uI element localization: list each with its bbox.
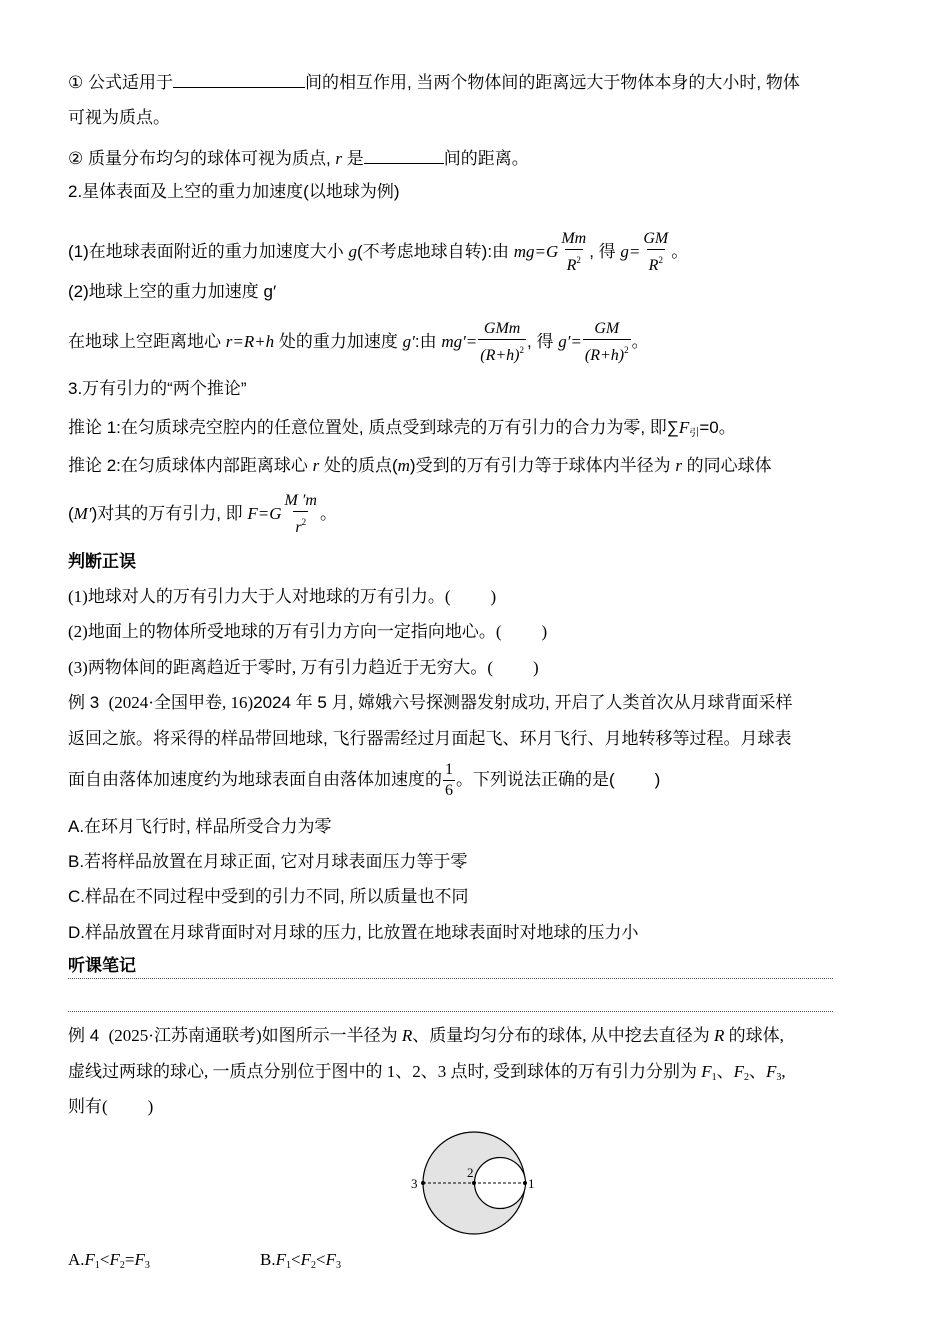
q1-text: (1)地球对人的万有引力大于人对地球的万有引力。( [68,587,451,606]
inf2b-text: )对其的万有引力, 即 [91,504,248,523]
sq: 2 [624,345,629,356]
q3-text: (3)两物体间的距离趋近于零时, 万有引力趋近于无穷大。( [68,658,493,677]
var-F: F [701,1062,712,1081]
var-F: F [300,1250,311,1269]
p1-end: 。 [671,242,689,261]
note-2-text-b: 是 [342,149,364,168]
example-4-line-1 [68,1024,784,1048]
example-4-line-2 [68,1060,786,1090]
example-4-option-a[interactable] [68,1248,150,1278]
frac1-num: Mm [561,230,587,248]
sphere-cavity-figure [408,1126,618,1271]
inference-1 [68,416,736,446]
label-1: 1 [528,1176,535,1191]
inference-2-cont [68,492,337,537]
section-2-p3 [68,320,649,365]
notes-line-1 [68,978,833,979]
op-lt: < [99,1250,110,1269]
label-3: 3 [411,1176,418,1191]
var-g-prime: g′ [402,332,415,351]
inf2-text-b: 处的质点( [319,456,398,475]
frac3-den: (R+h) [480,347,520,365]
var-F: F [733,1062,745,1081]
example-4-source: (2025·江苏南通联考) [108,1026,262,1045]
sq: 2 [519,345,525,356]
close-paren: ) [532,658,539,677]
example-3-line-1 [68,691,792,715]
judge-q3 [68,656,539,680]
example-4-text-a: 如图所示一半径为 [261,1026,402,1045]
frac5-num: M ′m [284,492,317,510]
sub-3: 3 [776,1072,782,1083]
sep: 、 [749,1062,767,1081]
example-4-question: 则有( [68,1097,108,1116]
sub-2: 2 [744,1072,750,1083]
sub-1: 1 [711,1072,717,1083]
var-F: F [109,1250,120,1269]
sq: 2 [576,255,581,266]
section-2-title: 2.星体表面及上空的重力加速度(以地球为例) [68,182,400,201]
inf1-end: =0。 [699,418,736,437]
p1-text-a: (1)在地球表面附近的重力加速度大小 [68,242,349,261]
op-lt: < [315,1250,326,1269]
sub-3: 3 [335,1260,341,1271]
eq-g: g= [620,242,641,261]
var-R: R [714,1026,725,1045]
sub-1: 1 [94,1260,100,1271]
close-paren: ) [490,587,497,606]
judge-q1 [68,585,496,609]
section-2-p2: (2)地球上空的重力加速度 g′ [68,282,277,301]
var-g: g [348,242,357,261]
frac1-den: R [566,257,577,275]
note-2-text-a: ② 质量分布均匀的球体可视为质点, [68,149,336,168]
inf1-text: 推论 1:在匀质球壳空腔内的任意位置处, 质点受到球壳的万有引力的合力为零, 即∑ [68,418,679,437]
close-paren: ) [654,770,661,789]
example-4-line-3 [68,1095,153,1119]
p3-text-b: 处的重力加速度 [274,332,403,351]
eq-mg: mg=G [513,242,559,261]
example-3-source: (2024·全国甲卷, 16) [108,693,254,712]
eq-g-prime: g′= [558,332,582,351]
example-3-line-3 [68,758,660,802]
example-3-option-b[interactable]: B.若将样品放置在月球正面, 它对月球表面压力等于零 [68,852,468,871]
fraction-GM-R2 [641,230,670,275]
close-paren: ) [147,1097,154,1116]
example-4-text-b: 、质量均匀分布的球体, 从中挖去直径为 [412,1026,715,1045]
note-2 [68,146,529,171]
inf2b-paren: ( [68,504,74,523]
fraction-Mm-r2 [283,492,319,537]
label-2: 2 [467,1165,474,1180]
frac4-den: (R+h) [584,347,625,365]
inf2b-end: 。 [319,504,337,523]
p3-get: , 得 [527,332,559,351]
example-4-text-d: 虚线过两球的球心, 一质点分别位于图中的 1、2、3 点时, 受到球体的万有引力分别为 [68,1062,702,1081]
point-1 [523,1181,527,1185]
example-4-option-b[interactable] [260,1248,341,1278]
frac2-den: R [648,257,659,275]
frac5-den: r [295,519,302,537]
section-3-title: 3.万有引力的“两个推论” [68,379,247,398]
blank-2 [364,146,444,164]
frac-den: 6 [445,782,453,800]
fraction-GM-Rh2 [583,320,631,365]
example-3-text-3: 面自由落体加速度约为地球表面自由落体加速度的 [68,770,442,789]
note-1-text-b: 间的相互作用, 当两个物体间的距离远大于物体本身的大小时, 物体 [304,73,800,92]
frac4-num: GM [594,320,620,338]
blank-1 [173,70,305,88]
eq-F: F=G [247,504,282,523]
var-r: r [312,456,320,475]
example-3-label: 例 3 [68,693,100,712]
note-1 [68,70,800,95]
example-3-question: 。下列说法正确的是( [456,770,615,789]
p1-get: , 得 [589,242,621,261]
point-3 [421,1181,425,1185]
var-F: F [134,1250,145,1269]
p3-end: 。 [631,332,649,351]
sep: 、 [716,1062,734,1081]
inf2-text-d: 的同心球体 [681,456,772,475]
p3-colon: :由 [414,332,442,351]
frac3-num: GMm [483,320,521,338]
fraction-GMm-Rh2 [478,320,526,365]
q2-text: (2)地面上的物体所受地球的万有引力方向一定指向地心。( [68,622,502,641]
note-1-cont: 可视为质点。 [68,108,170,127]
note-2-text-c: 间的距离。 [443,149,529,168]
example-4-label: 例 4 [68,1026,100,1045]
example-3-line-2: 返回之旅。将采得的样品带回地球, 飞行器需经过月面起飞、环月飞行、月地转移等过程。月球表 [68,729,792,748]
fraction-Mm-R2 [559,230,588,275]
sphere-diagram [408,1126,618,1266]
var-r: r [335,149,343,168]
var-F: F [84,1250,95,1269]
sq: 2 [658,255,663,266]
var-F: F [325,1250,336,1269]
comma: , [781,1062,786,1081]
fraction-1-6 [443,761,455,800]
var-F: F [678,418,690,437]
inf2-text-c: )受到的万有引力等于球体内半径为 [409,456,676,475]
var-F: F [275,1250,286,1269]
close-paren: ) [541,622,548,641]
var-R: R [401,1026,413,1045]
point-2 [472,1181,476,1185]
var-F: F [766,1062,777,1081]
inf2-text-a: 推论 2:在匀质球体内部距离球心 [68,456,313,475]
sub-2: 2 [119,1260,125,1271]
eq-r: r=R+h [225,332,275,351]
var-M-prime: M′ [73,504,92,523]
eq-mg-prime: mg′= [441,332,478,351]
example-3-text-1: 2024 年 5 月, 嫦娥六号探测器发射成功, 开启了人类首次从月球背面采样 [253,693,793,712]
sub-2: 2 [310,1260,316,1271]
notes-title: 听课笔记 [68,956,136,975]
note-1-text-a: ① 公式适用于 [68,73,173,92]
op-lt: < [290,1250,301,1269]
p3-text-a: 在地球上空距离地心 [68,332,226,351]
example-3-option-d[interactable]: D.样品放置在月球背面时对月球的压力, 比放置在地球表面时对地球的压力小 [68,923,639,942]
var-r: r [675,456,682,475]
p1-text-b: (不考虑地球自转):由 [357,242,514,261]
notes-line-2 [68,1011,833,1012]
inference-2 [68,454,772,478]
option-a-label: A. [68,1250,85,1269]
op-eq: = [124,1250,135,1269]
judge-title: 判断正误 [68,552,136,571]
example-3-option-c[interactable]: C.样品在不同过程中受到的引力不同, 所以质量也不同 [68,887,469,906]
example-3-option-a[interactable]: A.在环月飞行时, 样品所受合力为零 [68,817,332,836]
sub-3: 3 [144,1260,150,1271]
judge-q2 [68,620,547,644]
section-2-p1 [68,230,688,275]
example-4-text-c: 的球体, [724,1026,784,1045]
sub-yin: 引 [689,428,700,439]
sq: 2 [301,517,307,528]
sub-1: 1 [285,1260,291,1271]
option-b-label: B. [260,1250,276,1269]
frac-num: 1 [445,761,453,779]
var-m: m [397,456,410,475]
frac2-num: GM [643,230,669,248]
